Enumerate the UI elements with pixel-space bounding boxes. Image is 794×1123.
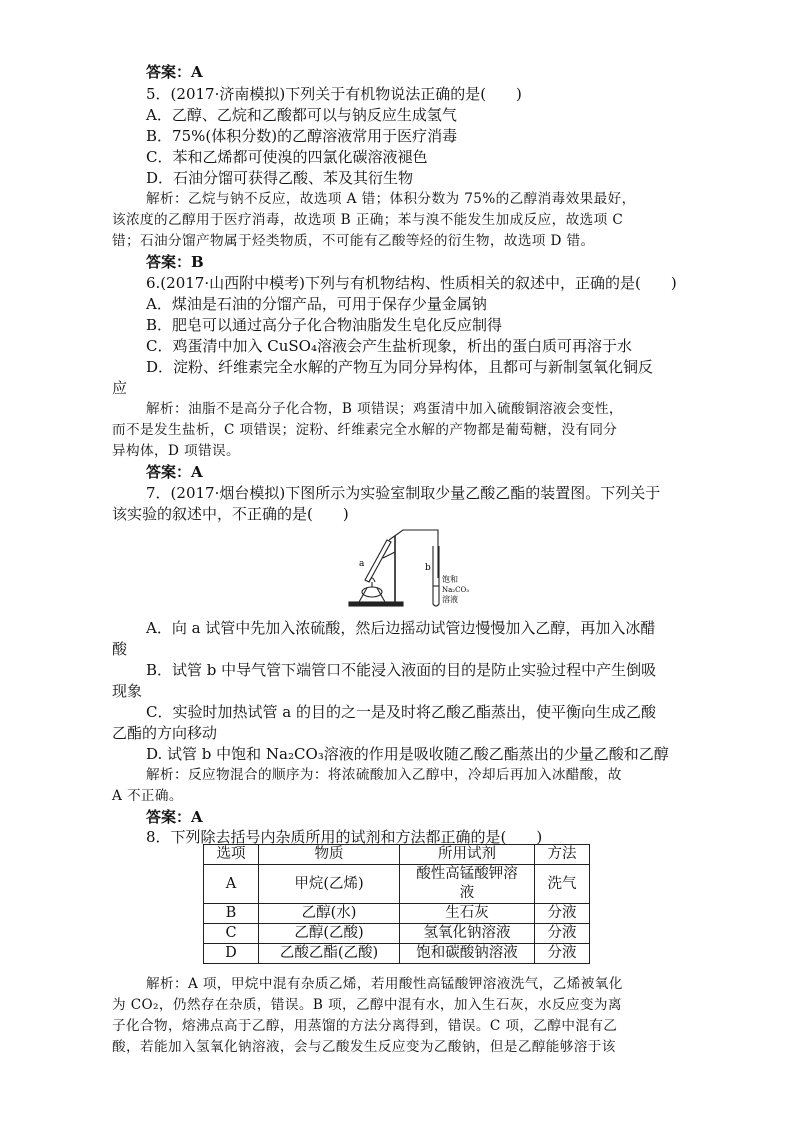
label-a: a — [359, 559, 365, 569]
table-cell-substance: 乙酸乙酯(乙酸) — [259, 944, 400, 964]
table-cell-option: B — [204, 904, 259, 924]
table-row — [204, 865, 590, 904]
table-cell-method: 分液 — [535, 944, 590, 964]
question-5-explanation-line: 解析：乙烷与钠不反应，故选项 A 错；体积分数为 75%的乙醇消毒效果最好， — [146, 191, 636, 207]
question-7-option-a-cont: 酸 — [112, 640, 128, 658]
table-cell-substance: 乙醇(水) — [259, 904, 400, 924]
ethyl-acetate-apparatus-figure — [345, 522, 470, 612]
question-7-stem: 7．(2017·烟台模拟)下图所示为实验室制取少量乙酸乙酯的装置图。下列关于 — [146, 484, 661, 502]
label-na2co3: Na₂CO₃ — [442, 586, 470, 594]
label-saturated: 饱和 — [442, 575, 458, 584]
question-6-explanation-line: 异构体，D 项错误。 — [112, 443, 240, 459]
question-7-option-b-cont: 现象 — [112, 682, 143, 700]
answer-q7: 答案：A — [146, 808, 203, 826]
question-6-option-d-cont: 应 — [112, 379, 128, 397]
question-7-stem-cont: 该实验的叙述中，不正确的是( ) — [112, 505, 349, 523]
answer-q6: 答案：A — [146, 463, 203, 481]
question-6-option-b: B．肥皂可以通过高分子化合物油脂发生皂化反应制得 — [146, 316, 503, 334]
question-8-explanation-line: 为 CO₂，仍然存在杂质，错误。B 项，乙醇中混有水，加入生石灰，水反应变为离 — [112, 997, 622, 1013]
reagent-line: 酸性高锰酸钾溶 — [416, 866, 518, 882]
question-7-option-c: C．实验时加热试管 a 的目的之一是及时将乙酸乙酯蒸出，使平衡向生成乙酸 — [146, 703, 656, 721]
table-cell-reagent: 生石灰 — [400, 904, 535, 924]
table-cell-method: 分液 — [535, 924, 590, 944]
table-cell-option: C — [204, 924, 259, 944]
question-8-explanation-line: 子化合物，熔沸点高于乙醇，用蒸馏的方法分离得到，错误。C 项，乙醇中混有乙 — [112, 1018, 618, 1034]
table-header: 物质 — [259, 845, 400, 865]
table-cell-option: D — [204, 944, 259, 964]
question-7-option-d: D. 试管 b 中饱和 Na₂CO₃溶液的作用是吸收随乙酸乙酯蒸出的少量乙酸和乙醇 — [146, 745, 669, 763]
question-5-option-a: A．乙醇、乙烷和乙酸都可以与钠反应生成氢气 — [146, 106, 457, 124]
question-6-option-a: A．煤油是石油的分馏产品，可用于保存少量金属钠 — [146, 295, 487, 313]
label-b: b — [425, 563, 431, 573]
table-row — [204, 924, 590, 944]
table-cell-reagent — [400, 865, 535, 904]
question-7-explanation-line: 解析：反应物混合的顺序为：将浓硫酸加入乙醇中，冷却后再加入冰醋酸，故 — [146, 767, 622, 783]
table-cell-option: A — [204, 865, 259, 904]
question-6-option-d: D．淀粉、纤维素完全水解的产物互为同分异构体，且都可与新制氢氧化铜反 — [146, 358, 654, 376]
table-cell-method: 洗气 — [535, 865, 590, 904]
question-8-table — [203, 844, 590, 964]
test-tube-a — [365, 540, 391, 582]
question-7-option-c-cont: 乙酯的方向移动 — [112, 724, 218, 742]
answer-q5: 答案：B — [146, 253, 204, 271]
stand-base — [349, 602, 403, 606]
table-cell-substance: 甲烷(乙烯) — [259, 865, 400, 904]
table-header: 选项 — [204, 845, 259, 865]
table-cell-substance: 乙醇(乙酸) — [259, 924, 400, 944]
label-solution: 溶液 — [442, 595, 458, 604]
table-header: 方法 — [535, 845, 590, 865]
question-6-option-c: C．鸡蛋清中加入 CuSO₄溶液会产生盐析现象，析出的蛋白质可再溶于水 — [146, 337, 632, 355]
question-7-option-a: A．向 a 试管中先加入浓硫酸，然后边摇动试管边慢慢加入乙醇，再加入冰醋 — [146, 619, 656, 637]
question-5-explanation-line: 该浓度的乙醇用于医疗消毒，故选项 B 正确；苯与溴不能发生加成反应，故选项 C — [112, 212, 624, 228]
question-7-explanation-line: A 不正确。 — [112, 788, 183, 804]
question-7-option-b: B．试管 b 中导气管下端管口不能浸入液面的目的是防止实验过程中产生倒吸 — [146, 661, 657, 679]
table-header-row — [204, 845, 590, 865]
question-5-option-b: B．75%(体积分数)的乙醇溶液常用于医疗消毒 — [146, 127, 458, 145]
question-5-explanation-line: 错；石油分馏产物属于烃类物质，不可能有乙酸等烃的衍生物，故选项 D 错。 — [112, 233, 595, 249]
answer-q4: 答案：A — [146, 63, 203, 81]
question-8-stem: 8．下列除去括号内杂质所用的试剂和方法都正确的是( ) — [146, 828, 543, 846]
table-header: 所用试剂 — [400, 845, 535, 865]
question-6-explanation-line: 而不是发生盐析，C 项错误；淀粉、纤维素完全水解的产物都是葡萄糖，没有同分 — [112, 422, 618, 438]
table-cell-reagent: 氢氧化钠溶液 — [400, 924, 535, 944]
table-cell-reagent: 饱和碳酸钠溶液 — [400, 944, 535, 964]
reagent-line: 液 — [459, 885, 475, 901]
question-6-stem: 6.(2017·山西附中模考)下列与有机物结构、性质相关的叙述中，正确的是( ) — [146, 274, 677, 292]
question-6-explanation-line: 解析：油脂不是高分子化合物，B 项错误；鸡蛋清中加入硫酸铜溶液会变性， — [146, 401, 623, 417]
table-cell-method: 分液 — [535, 904, 590, 924]
question-5-stem: 5．(2017·济南模拟)下列关于有机物说法正确的是( ) — [146, 85, 522, 103]
table-row — [204, 944, 590, 964]
table-row — [204, 904, 590, 924]
question-8-explanation-line: 解析：A 项，甲烷中混有杂质乙烯，若用酸性高锰酸钾溶液洗气，乙烯被氧化 — [146, 976, 623, 992]
question-8-explanation-line: 酸，若能加入氢氧化钠溶液，会与乙酸发生反应变为乙酸钠，但是乙醇能够溶于该 — [112, 1039, 616, 1055]
question-5-option-c: C．苯和乙烯都可使溴的四氯化碳溶液褪色 — [146, 148, 428, 166]
question-5-option-d: D．石油分馏可获得乙酸、苯及其衍生物 — [146, 169, 414, 187]
